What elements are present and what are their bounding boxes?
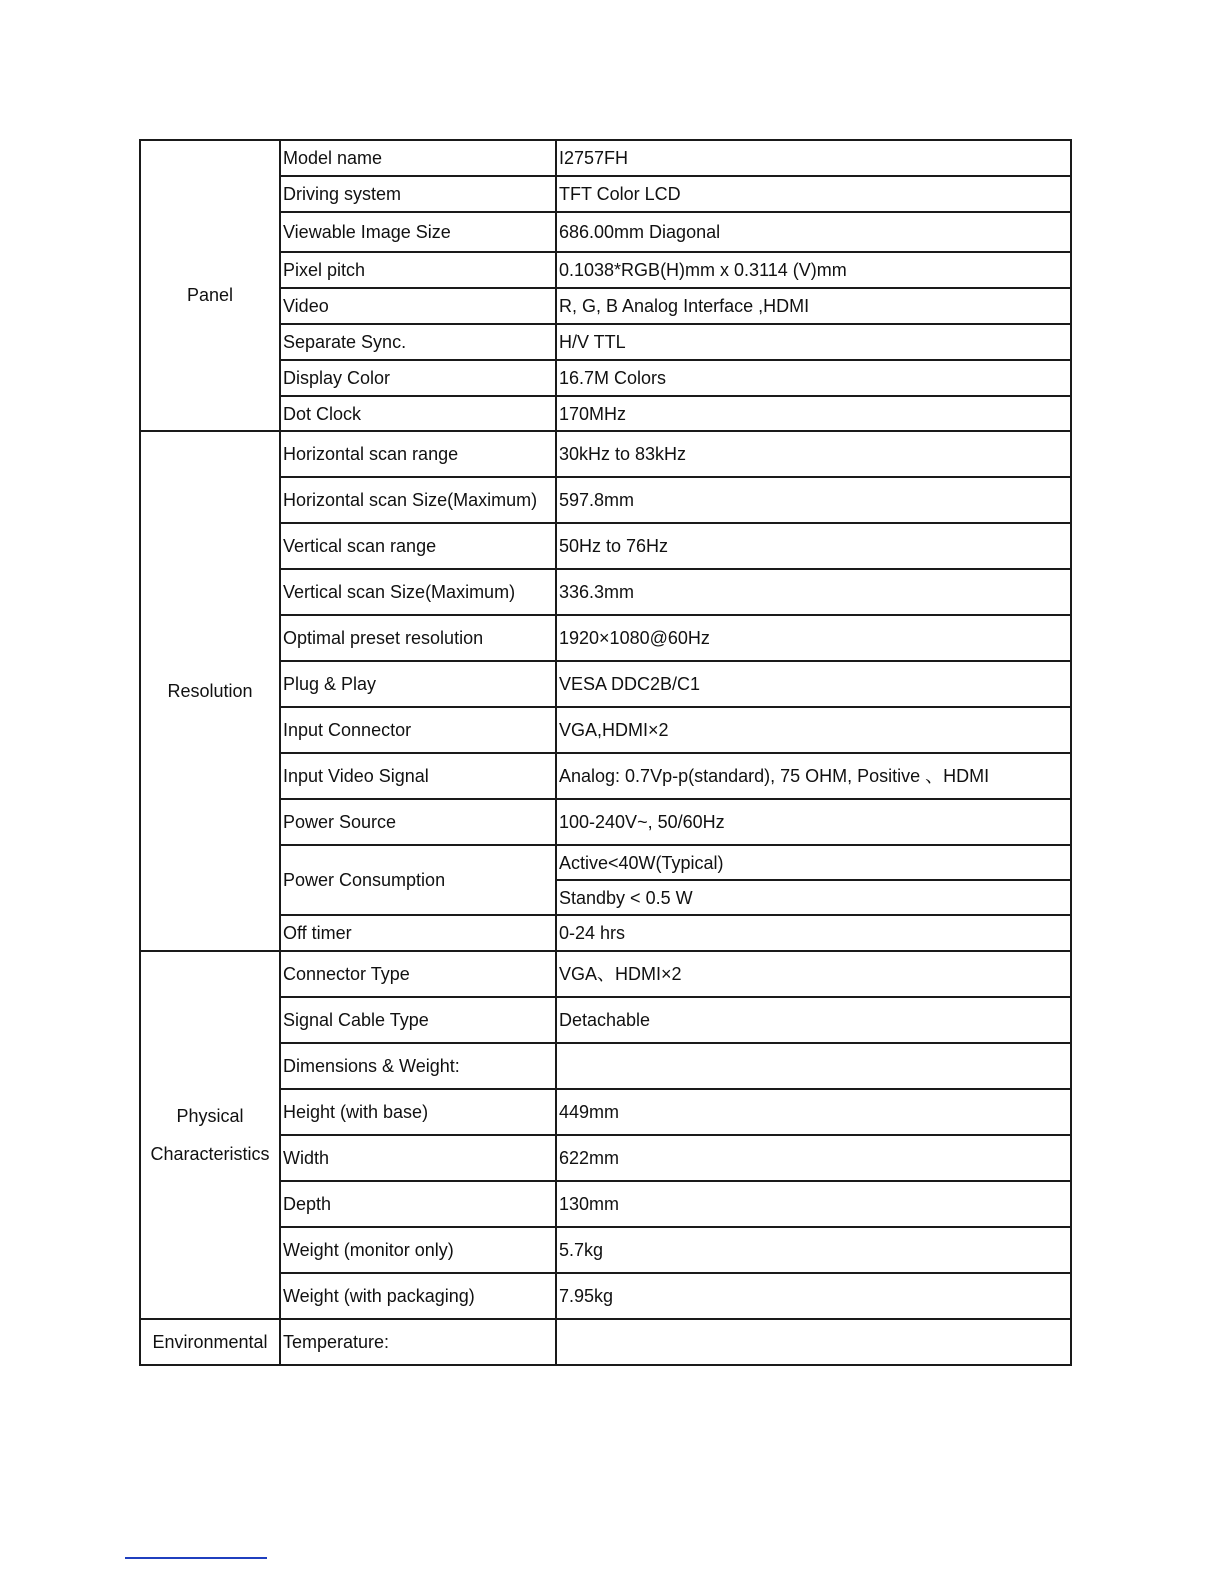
spec-label: Weight (monitor only) xyxy=(280,1227,556,1273)
spec-label: Dot Clock xyxy=(280,396,556,431)
spec-row xyxy=(140,799,1071,845)
spec-label: Optimal preset resolution xyxy=(280,615,556,661)
spec-label: Signal Cable Type xyxy=(280,997,556,1043)
spec-value: 30kHz to 83kHz xyxy=(556,431,1071,477)
spec-label: Video xyxy=(280,288,556,324)
spec-row xyxy=(140,431,1071,477)
spec-value: 130mm xyxy=(556,1181,1071,1227)
spec-row xyxy=(140,753,1071,799)
category-panel xyxy=(140,140,280,431)
spec-row xyxy=(140,1043,1071,1089)
spec-value: Standby < 0.5 W xyxy=(556,880,1071,915)
spec-value: VGA、HDMI×2 xyxy=(556,951,1071,997)
category-label: Environmental xyxy=(152,1332,268,1352)
spec-row xyxy=(140,845,1071,880)
spec-row xyxy=(140,1319,1071,1365)
category-label: Characteristics xyxy=(150,1144,270,1164)
spec-table xyxy=(139,139,1072,1366)
spec-value xyxy=(556,1319,1071,1365)
spec-row xyxy=(140,915,1071,951)
spec-value: R, G, B Analog Interface ,HDMI xyxy=(556,288,1071,324)
spec-label: Input Connector xyxy=(280,707,556,753)
spec-label: Weight (with packaging) xyxy=(280,1273,556,1319)
spec-row xyxy=(140,523,1071,569)
spec-label: Power Consumption xyxy=(280,845,556,915)
category-label: Panel xyxy=(186,285,234,305)
spec-value: 686.00mm Diagonal xyxy=(556,212,1071,252)
spec-value: I2757FH xyxy=(556,140,1071,176)
spec-label: Temperature: xyxy=(280,1319,556,1365)
spec-value: 100-240V~, 50/60Hz xyxy=(556,799,1071,845)
spec-row xyxy=(140,396,1071,431)
spec-row xyxy=(140,1089,1071,1135)
spec-value: TFT Color LCD xyxy=(556,176,1071,212)
spec-row xyxy=(140,1273,1071,1319)
spec-label: Power Source xyxy=(280,799,556,845)
spec-value: 336.3mm xyxy=(556,569,1071,615)
spec-row xyxy=(140,661,1071,707)
spec-label: Vertical scan Size(Maximum) xyxy=(280,569,556,615)
spec-row xyxy=(140,1227,1071,1273)
spec-label: Input Video Signal xyxy=(280,753,556,799)
spec-value: 170MHz xyxy=(556,396,1071,431)
spec-value: Detachable xyxy=(556,997,1071,1043)
spec-value: VGA,HDMI×2 xyxy=(556,707,1071,753)
spec-label: Driving system xyxy=(280,176,556,212)
spec-label: Depth xyxy=(280,1181,556,1227)
footer-link-underline xyxy=(125,1557,267,1559)
spec-row xyxy=(140,1135,1071,1181)
spec-label: Off timer xyxy=(280,915,556,951)
spec-label: Plug & Play xyxy=(280,661,556,707)
spec-label: Dimensions & Weight: xyxy=(280,1043,556,1089)
spec-label: Horizontal scan Size(Maximum) xyxy=(280,477,556,523)
spec-value: 0-24 hrs xyxy=(556,915,1071,951)
spec-value: 597.8mm xyxy=(556,477,1071,523)
spec-row xyxy=(140,951,1071,997)
spec-value: 16.7M Colors xyxy=(556,360,1071,396)
category-resolution xyxy=(140,431,280,951)
spec-value: 50Hz to 76Hz xyxy=(556,523,1071,569)
spec-value: H/V TTL xyxy=(556,324,1071,360)
spec-row xyxy=(140,997,1071,1043)
spec-value: 7.95kg xyxy=(556,1273,1071,1319)
spec-label: Connector Type xyxy=(280,951,556,997)
spec-row xyxy=(140,569,1071,615)
spec-row xyxy=(140,477,1071,523)
category-physical xyxy=(140,951,280,1319)
spec-value: 0.1038*RGB(H)mm x 0.3114 (V)mm xyxy=(556,252,1071,288)
spec-value xyxy=(556,1043,1071,1089)
spec-label: Pixel pitch xyxy=(280,252,556,288)
spec-value: Analog: 0.7Vp-p(standard), 75 OHM, Positive 、HDMI xyxy=(556,753,1071,799)
spec-label: Model name xyxy=(280,140,556,176)
spec-label: Horizontal scan range xyxy=(280,431,556,477)
spec-label: Separate Sync. xyxy=(280,324,556,360)
spec-label: Display Color xyxy=(280,360,556,396)
spec-row xyxy=(140,212,1071,252)
spec-value: VESA DDC2B/C1 xyxy=(556,661,1071,707)
spec-row xyxy=(140,1181,1071,1227)
spec-label: Viewable Image Size xyxy=(280,212,556,252)
spec-row xyxy=(140,324,1071,360)
spec-row xyxy=(140,288,1071,324)
category-label: Resolution xyxy=(167,681,253,701)
spec-label: Vertical scan range xyxy=(280,523,556,569)
spec-value: 449mm xyxy=(556,1089,1071,1135)
spec-row xyxy=(140,140,1071,176)
category-environmental xyxy=(140,1319,280,1365)
spec-label: Height (with base) xyxy=(280,1089,556,1135)
spec-value: Active<40W(Typical) xyxy=(556,845,1071,880)
spec-row xyxy=(140,707,1071,753)
spec-row xyxy=(140,176,1071,212)
spec-value: 622mm xyxy=(556,1135,1071,1181)
spec-value: 5.7kg xyxy=(556,1227,1071,1273)
spec-row xyxy=(140,615,1071,661)
category-label: Physical xyxy=(176,1106,244,1126)
spec-row xyxy=(140,360,1071,396)
spec-row xyxy=(140,252,1071,288)
spec-label: Width xyxy=(280,1135,556,1181)
spec-value: 1920×1080@60Hz xyxy=(556,615,1071,661)
